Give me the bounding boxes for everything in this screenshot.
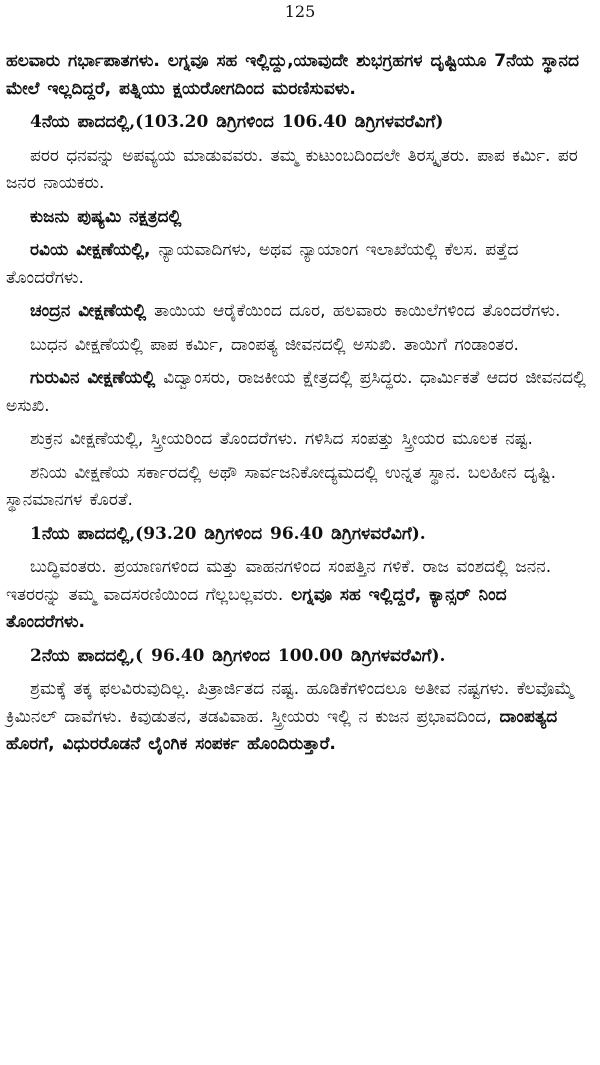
paragraph-lead: ಗುರುವಿನ ವೀಕ್ಷಣೆಯಲ್ಲಿ [30,368,164,388]
paragraph-text: ಬುಧನ ವೀಕ್ಷಣೆಯಲ್ಲಿ ಪಾಪ ಕರ್ಮಿ, ದಾಂಪತ್ಯ ಜೀವನದಲ್ಲಿ ಅಸುಖಿ. ತಾಯಿಗೆ ಗಂಡಾಂತರ. [30,334,519,355]
paragraph-text: ಪರರ ಧನವನ್ನು ಅಪವ್ಯಯ ಮಾಡುವವರು. ತಮ್ಮ ಕುಟುಂಬದಿಂದಲೇ ತಿರಸ್ಕೃತರು. ಪಾಪ ಕರ್ಮಿ. ಪರ ಜನರ ನಾಯಕರು. [6,145,578,193]
paragraph-text: ಹಲವಾರು ಗರ್ಭಾಪಾತಗಳು. ಲಗ್ನವೂ ಸಹ ಇಲ್ಲಿದ್ದು,ಯಾವುದೇ ಶುಭಗ್ರಹಗಳ ದೃಷ್ಟಿಯೂ 7ನೆಯ ಸ್ಥಾನದ ಮೇಲೆ ಇಲ್ಲದಿದ್ದರೆ, ಪತ್ನಿಯು ಕ್ಷಯರೋಗದಿಂದ ಮರಣಿಸುವಳು. [6,51,579,99]
paragraph-hard-work [6,676,592,759]
paragraph-saturn-aspect [6,460,592,515]
section-heading-second-pada [6,643,592,671]
paragraph-intelligent [6,554,592,637]
heading-text: 4ನೆಯ ಪಾದದಲ್ಲಿ,(103.20 ಡಿಗ್ರಿಗಳಿಂದ 106.40 ಡಿಗ್ರಿಗಳವರೆವಿಗೆ) [30,112,444,132]
page-number: 125 [284,2,316,21]
paragraph-text: ತಾಯಿಯ ಆರೈಕೆಯಿಂದ ದೂರ, ಹಲವಾರು ಕಾಯಿಲೆಗಳಿಂದ ತೊಂದರೆಗಳು. [154,301,561,321]
heading-text: 1ನೆಯ ಪಾದದಲ್ಲಿ,(93.20 ಡಿಗ್ರಿಗಳಿಂದ 96.40 ಡಿಗ್ರಿಗಳವರೆವಿಗೆ). [30,523,426,544]
paragraph-sun-aspect [6,237,592,292]
paragraph-tail: ಲಗ್ನವೂ ಸಹ ಇಲ್ಲಿದ್ದರೆ, ಕ್ಯಾನ್ಸರ್ ನಿಂದ ತೊಂದರೆಗಳು. [6,584,507,632]
paragraph-text: ಶ್ರಮಕ್ಕೆ ತಕ್ಕ ಫಲವಿರುವುದಿಲ್ಲ. ಪಿತ್ರಾರ್ಜಿತದ ನಷ್ಟ. ಹೂಡಿಕೆಗಳಿಂದಲೂ ಅತೀವ ನಷ್ಟಗಳು. ಕೆಲವೊಮ್ಮೆ ಕ್ರಿಮಿನಲ್ ದಾವೆಗಳು. ಕಿವುಡುತನ, ತಡವಿವಾಹ. ಸ್ತ್ರೀಯರು ಇಲ್ಲಿ ನ ಕುಜನ ಪ್ರಭಾವದಿಂದ, [6,679,574,727]
paragraph-lead: ಚಂದ್ರನ ವೀಕ್ಷಣೆಯಲ್ಲಿ [30,301,155,321]
paragraph-lead: ರವಿಯ ವೀಕ್ಷಣೆಯಲ್ಲಿ, [30,240,159,260]
section-heading-first-pada [6,521,592,549]
paragraph-text: ಶನಿಯ ವೀಕ್ಷಣೆಯ ಸರ್ಕಾರದಲ್ಲಿ ಅಥೌ ಸಾರ್ವಜನಿಕೋದ್ಯಮದಲ್ಲಿ ಉನ್ನತ ಸ್ಥಾನ. ಬಲಹೀನ ದೃಷ್ಟಿ. ಸ್ಥಾನಮಾನಗಳ ಕೊರತೆ. [6,462,557,510]
paragraph-text: ಬುದ್ಧಿವಂತರು. ಪ್ರಯಾಣಗಳಿಂದ ಮತ್ತು ವಾಹನಗಳಿಂದ ಸಂಪತ್ತಿನ ಗಳಿಕೆ. ರಾಜ ವಂಶದಲ್ಲಿ ಜನನ. ಇತರರನ್ನು ತಮ್ಮ ವಾದಸರಣಿಯಿಂದ ಗೆಲ್ಲಬಲ್ಲವರು. [6,557,552,605]
paragraph-text: ಶುಕ್ರನ ವೀಕ್ಷಣೆಯಲ್ಲಿ, ಸ್ತ್ರೀಯರಿಂದ ತೊಂದರೆಗಳು. ಗಳಿಸಿದ ಸಂಪತ್ತು ಸ್ತ್ರೀಯರ ಮೂಲಕ ನಷ್ಟ. [30,429,533,449]
paragraph-mercury-aspect [6,332,592,360]
paragraph-tail: ದಾಂಪತ್ಯದ ಹೊರಗೆ, ವಿಧುರರೊಡನೆ ಲೈಂಗಿಕ ಸಂಪರ್ಕ ಹೊಂದಿರುತ್ತಾರೆ. [6,706,558,754]
paragraph-text: ನ್ಯಾಯವಾದಿಗಳು, ಅಥವ ನ್ಯಾಯಾಂಗ ಇಲಾಖೆಯಲ್ಲಿ ಕೆಲಸ. ಪತ್ತೆದ ತೊಂದರೆಗಳು. [6,240,519,288]
document-body [6,48,592,765]
paragraph-moon-aspect [6,298,592,326]
subheading-text: ಕುಜನು ಪುಷ್ಯಮಿ ನಕ್ಷತ್ರದಲ್ಲಿ [30,206,182,227]
section-heading-fourth-pada [6,109,592,137]
paragraph-venus-aspect [6,426,592,454]
paragraph-text: ವಿದ್ವಾಂಸರು, ರಾಜಕೀಯ ಕ್ಷೇತ್ರದಲ್ಲಿ ಪ್ರಸಿದ್ಧರು. ಧಾರ್ಮಿಕತೆ ಆದರ ಜೀವನದಲ್ಲಿ ಅಸುಖಿ. [6,368,586,416]
paragraph-jupiter-aspect [6,365,592,420]
subheading-mars-pushya [6,204,592,232]
paragraph-wasteful [6,143,592,198]
heading-text: 2ನೆಯ ಪಾದದಲ್ಲಿ,( 96.40 ಡಿಗ್ರಿಗಳಿಂದ 100.00 ಡಿಗ್ರಿಗಳವರೆವಿಗೆ). [30,645,446,666]
paragraph-miscarriage [6,48,592,103]
